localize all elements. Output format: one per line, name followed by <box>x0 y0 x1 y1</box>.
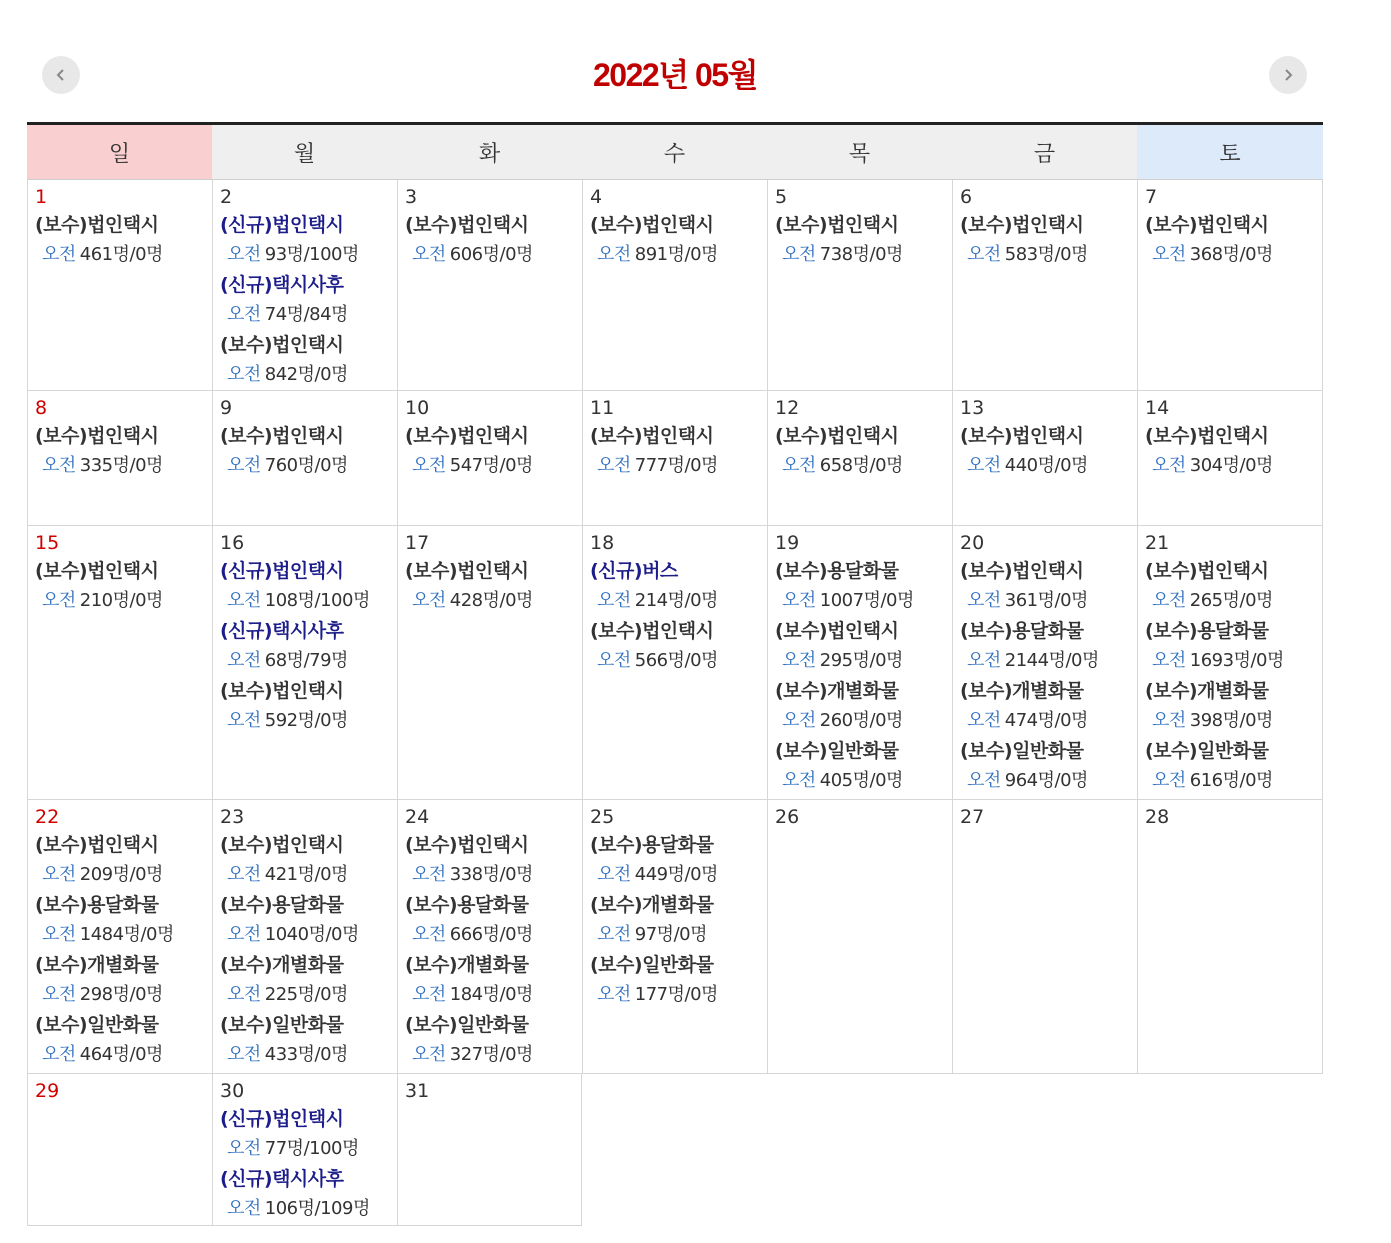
enrollment-count: 616명/0명 <box>1189 770 1273 791</box>
session-time-label: 오전 <box>1152 244 1186 265</box>
course-session <box>220 860 397 890</box>
calendar-blank <box>1137 1074 1323 1226</box>
session-time-label: 오전 <box>227 864 261 885</box>
session-time-label: 오전 <box>42 1044 76 1065</box>
course-link[interactable]: (보수)개별화물 <box>960 680 1084 702</box>
calendar-day[interactable] <box>952 800 1137 1073</box>
course-session <box>220 360 397 390</box>
course-link[interactable]: (보수)법인택시 <box>590 214 714 236</box>
course-link[interactable]: (보수)개별화물 <box>590 894 714 916</box>
enrollment-count: 738명/0명 <box>819 244 903 265</box>
day-number: 3 <box>405 186 418 208</box>
session-time-label: 오전 <box>227 710 261 731</box>
session-time-label: 오전 <box>597 984 631 1005</box>
course-link[interactable]: (보수)용달화물 <box>1145 620 1269 642</box>
day-number: 30 <box>220 1080 245 1102</box>
enrollment-count: 338명/0명 <box>449 864 533 885</box>
calendar-day[interactable] <box>27 391 212 525</box>
day-number: 5 <box>775 186 788 208</box>
course-link[interactable]: (보수)일반화물 <box>775 740 899 762</box>
course-link[interactable]: (보수)법인택시 <box>775 620 899 642</box>
calendar-day[interactable] <box>27 800 212 1073</box>
calendar-day[interactable] <box>952 526 1137 799</box>
course-link[interactable]: (보수)법인택시 <box>35 214 159 236</box>
session-time-label: 오전 <box>227 924 261 945</box>
course-link[interactable]: (보수)일반화물 <box>960 740 1084 762</box>
session-time-label: 오전 <box>227 244 261 265</box>
course-link[interactable]: (보수)개별화물 <box>35 954 159 976</box>
course-link[interactable]: (보수)법인택시 <box>1145 214 1269 236</box>
month-title: 2022년 05월 <box>593 57 757 93</box>
calendar-blank <box>767 1074 952 1226</box>
course-link[interactable]: (보수)용달화물 <box>775 560 899 582</box>
calendar-body <box>27 180 1323 1226</box>
session-time-label: 오전 <box>967 650 1001 671</box>
course-link[interactable]: (신규)법인택시 <box>220 1108 344 1130</box>
enrollment-count: 606명/0명 <box>449 244 533 265</box>
enrollment-count: 214명/0명 <box>634 590 718 611</box>
session-time-label: 오전 <box>597 244 631 265</box>
weekday-wed: 수 <box>582 125 767 179</box>
enrollment-count: 658명/0명 <box>819 455 903 476</box>
session-time-label: 오전 <box>42 590 76 611</box>
enrollment-count: 184명/0명 <box>449 984 533 1005</box>
day-number: 13 <box>960 397 985 419</box>
course-link[interactable]: (보수)법인택시 <box>405 214 529 236</box>
enrollment-count: 210명/0명 <box>79 590 163 611</box>
course-link[interactable]: (보수)법인택시 <box>960 425 1084 447</box>
day-number: 25 <box>590 806 615 828</box>
calendar-day[interactable] <box>212 800 397 1073</box>
enrollment-count: 68명/79명 <box>264 650 348 671</box>
day-number: 4 <box>590 186 603 208</box>
session-time-label: 오전 <box>967 455 1001 476</box>
course-session <box>220 586 397 616</box>
calendar-day[interactable] <box>767 526 952 799</box>
course-session <box>1145 646 1322 676</box>
course-session <box>960 240 1137 270</box>
calendar-week <box>27 391 1323 526</box>
course-link[interactable]: (보수)용달화물 <box>405 894 529 916</box>
course-session <box>775 646 952 676</box>
day-number: 20 <box>960 532 985 554</box>
course-link[interactable]: (보수)법인택시 <box>1145 425 1269 447</box>
calendar-day[interactable] <box>212 526 397 799</box>
day-number: 18 <box>590 532 615 554</box>
course-link[interactable]: (신규)택시사후 <box>220 620 344 642</box>
course-session <box>590 646 767 676</box>
calendar-day[interactable] <box>767 391 952 525</box>
session-time-label: 오전 <box>1152 455 1186 476</box>
calendar-week <box>27 180 1323 391</box>
course-link[interactable]: (보수)용달화물 <box>960 620 1084 642</box>
course-session <box>35 920 212 950</box>
session-time-label: 오전 <box>782 455 816 476</box>
session-time-label: 오전 <box>227 1138 261 1159</box>
calendar-day[interactable] <box>582 391 767 525</box>
course-session <box>590 240 767 270</box>
course-session <box>1145 240 1322 270</box>
calendar-day[interactable] <box>1137 800 1323 1073</box>
calendar-day[interactable] <box>767 800 952 1073</box>
day-number: 16 <box>220 532 245 554</box>
course-session <box>35 451 212 481</box>
day-number: 26 <box>775 806 800 828</box>
session-time-label: 오전 <box>412 455 446 476</box>
enrollment-count: 842명/0명 <box>264 364 348 385</box>
enrollment-count: 361명/0명 <box>1004 590 1088 611</box>
calendar-day[interactable] <box>27 526 212 799</box>
course-session <box>405 240 582 270</box>
session-time-label: 오전 <box>1152 590 1186 611</box>
calendar-day[interactable] <box>1137 526 1323 799</box>
course-session <box>220 980 397 1010</box>
enrollment-count: 97명/0명 <box>634 924 707 945</box>
course-session <box>590 920 767 950</box>
session-time-label: 오전 <box>412 864 446 885</box>
session-time-label: 오전 <box>967 710 1001 731</box>
session-time-label: 오전 <box>597 864 631 885</box>
session-time-label: 오전 <box>782 710 816 731</box>
day-number: 17 <box>405 532 430 554</box>
enrollment-count: 209명/0명 <box>79 864 163 885</box>
calendar-day[interactable] <box>397 526 582 799</box>
session-time-label: 오전 <box>1152 770 1186 791</box>
enrollment-count: 428명/0명 <box>449 590 533 611</box>
day-number: 1 <box>35 186 48 208</box>
course-session <box>1145 766 1322 796</box>
course-link[interactable]: (보수)법인택시 <box>775 425 899 447</box>
course-link[interactable]: (보수)용달화물 <box>590 834 714 856</box>
course-session <box>590 586 767 616</box>
session-time-label: 오전 <box>42 924 76 945</box>
calendar-blank <box>952 1074 1137 1226</box>
course-link[interactable]: (보수)개별화물 <box>220 954 344 976</box>
calendar-day[interactable] <box>397 1074 582 1226</box>
session-time-label: 오전 <box>412 244 446 265</box>
next-month-button[interactable] <box>1269 56 1307 94</box>
course-session <box>405 586 582 616</box>
day-number: 14 <box>1145 397 1170 419</box>
session-time-label: 오전 <box>227 650 261 671</box>
course-session <box>960 586 1137 616</box>
enrollment-count: 891명/0명 <box>634 244 718 265</box>
session-time-label: 오전 <box>42 455 76 476</box>
session-time-label: 오전 <box>227 1044 261 1065</box>
course-link[interactable]: (보수)법인택시 <box>220 680 344 702</box>
course-session <box>220 920 397 950</box>
session-time-label: 오전 <box>967 770 1001 791</box>
enrollment-count: 265명/0명 <box>1189 590 1273 611</box>
calendar-blank <box>582 1074 767 1226</box>
course-link[interactable]: (보수)일반화물 <box>590 954 714 976</box>
course-session <box>220 1134 397 1164</box>
chevron-right-icon <box>1281 68 1295 82</box>
enrollment-count: 327명/0명 <box>449 1044 533 1065</box>
day-number: 24 <box>405 806 430 828</box>
calendar-day[interactable] <box>582 180 767 390</box>
course-session <box>960 706 1137 736</box>
course-link[interactable]: (보수)개별화물 <box>405 954 529 976</box>
enrollment-count: 77명/100명 <box>264 1138 359 1159</box>
enrollment-count: 260명/0명 <box>819 710 903 731</box>
enrollment-count: 433명/0명 <box>264 1044 348 1065</box>
weekday-mon: 월 <box>212 125 397 179</box>
course-link[interactable]: (보수)일반화물 <box>220 1014 344 1036</box>
course-session <box>220 451 397 481</box>
day-number: 28 <box>1145 806 1170 828</box>
enrollment-count: 405명/0명 <box>819 770 903 791</box>
weekday-fri: 금 <box>952 125 1137 179</box>
enrollment-count: 449명/0명 <box>634 864 718 885</box>
session-time-label: 오전 <box>227 984 261 1005</box>
enrollment-count: 225명/0명 <box>264 984 348 1005</box>
calendar-day[interactable] <box>582 800 767 1073</box>
session-time-label: 오전 <box>597 590 631 611</box>
session-time-label: 오전 <box>597 650 631 671</box>
course-session <box>775 766 952 796</box>
calendar-day[interactable] <box>952 391 1137 525</box>
session-time-label: 오전 <box>412 924 446 945</box>
course-link[interactable]: (보수)법인택시 <box>1145 560 1269 582</box>
course-link[interactable]: (보수)법인택시 <box>775 214 899 236</box>
enrollment-count: 398명/0명 <box>1189 710 1273 731</box>
enrollment-count: 2144명/0명 <box>1004 650 1099 671</box>
course-link[interactable]: (신규)택시사후 <box>220 1168 344 1190</box>
course-session <box>775 240 952 270</box>
course-session <box>960 646 1137 676</box>
session-time-label: 오전 <box>782 244 816 265</box>
course-session <box>1145 706 1322 736</box>
course-session <box>405 1040 582 1070</box>
course-session <box>1145 586 1322 616</box>
session-time-label: 오전 <box>1152 650 1186 671</box>
calendar-day[interactable] <box>1137 391 1323 525</box>
course-link[interactable]: (보수)법인택시 <box>405 425 529 447</box>
session-time-label: 오전 <box>42 244 76 265</box>
session-time-label: 오전 <box>597 924 631 945</box>
day-number: 19 <box>775 532 800 554</box>
calendar-day[interactable] <box>27 180 212 390</box>
course-link[interactable]: (보수)일반화물 <box>405 1014 529 1036</box>
day-number: 29 <box>35 1080 60 1102</box>
course-link[interactable]: (보수)용달화물 <box>220 894 344 916</box>
course-link[interactable]: (보수)법인택시 <box>405 560 529 582</box>
course-session <box>590 860 767 890</box>
session-time-label: 오전 <box>227 364 261 385</box>
calendar-day[interactable] <box>397 391 582 525</box>
course-session <box>775 586 952 616</box>
enrollment-count: 335명/0명 <box>79 455 163 476</box>
weekday-header <box>27 122 1323 180</box>
course-session <box>405 860 582 890</box>
course-session <box>35 980 212 1010</box>
calendar-week <box>27 526 1323 800</box>
course-link[interactable]: (보수)일반화물 <box>1145 740 1269 762</box>
session-time-label: 오전 <box>42 984 76 1005</box>
day-number: 2 <box>220 186 233 208</box>
session-time-label: 오전 <box>967 244 1001 265</box>
enrollment-count: 1484명/0명 <box>79 924 174 945</box>
enrollment-count: 106명/109명 <box>264 1198 370 1219</box>
course-link[interactable]: (보수)법인택시 <box>590 620 714 642</box>
enrollment-count: 440명/0명 <box>1004 455 1088 476</box>
session-time-label: 오전 <box>227 1198 261 1219</box>
session-time-label: 오전 <box>782 650 816 671</box>
course-link[interactable]: (보수)법인택시 <box>220 834 344 856</box>
session-time-label: 오전 <box>227 455 261 476</box>
course-session <box>35 586 212 616</box>
course-link[interactable]: (보수)법인택시 <box>590 425 714 447</box>
session-time-label: 오전 <box>227 304 261 325</box>
course-link[interactable]: (보수)법인택시 <box>220 425 344 447</box>
course-session <box>220 1194 397 1224</box>
course-session <box>405 920 582 950</box>
session-time-label: 오전 <box>597 455 631 476</box>
session-time-label: 오전 <box>412 1044 446 1065</box>
session-time-label: 오전 <box>412 984 446 1005</box>
day-number: 10 <box>405 397 430 419</box>
course-link[interactable]: (보수)법인택시 <box>35 834 159 856</box>
day-number: 8 <box>35 397 48 419</box>
course-session <box>405 451 582 481</box>
calendar-day[interactable] <box>767 180 952 390</box>
enrollment-count: 461명/0명 <box>79 244 163 265</box>
day-number: 9 <box>220 397 233 419</box>
weekday-thu: 목 <box>767 125 952 179</box>
enrollment-count: 108명/100명 <box>264 590 370 611</box>
calendar-week <box>27 800 1323 1074</box>
day-number: 23 <box>220 806 245 828</box>
course-link[interactable]: (신규)법인택시 <box>220 560 344 582</box>
calendar-day[interactable] <box>397 800 582 1073</box>
weekday-sun: 일 <box>27 125 212 179</box>
calendar <box>27 122 1323 1226</box>
day-number: 11 <box>590 397 615 419</box>
enrollment-count: 777명/0명 <box>634 455 718 476</box>
course-link[interactable]: (보수)법인택시 <box>35 560 159 582</box>
enrollment-count: 1693명/0명 <box>1189 650 1284 671</box>
day-number: 21 <box>1145 532 1170 554</box>
course-session <box>220 240 397 270</box>
course-link[interactable]: (신규)버스 <box>590 560 678 582</box>
session-time-label: 오전 <box>782 770 816 791</box>
enrollment-count: 1007명/0명 <box>819 590 914 611</box>
session-time-label: 오전 <box>782 590 816 611</box>
enrollment-count: 298명/0명 <box>79 984 163 1005</box>
course-link[interactable]: (신규)법인택시 <box>220 214 344 236</box>
course-session <box>220 300 397 330</box>
course-session <box>1145 451 1322 481</box>
session-time-label: 오전 <box>227 590 261 611</box>
day-number: 22 <box>35 806 60 828</box>
day-number: 31 <box>405 1080 430 1102</box>
course-link[interactable]: (보수)법인택시 <box>405 834 529 856</box>
course-session <box>35 860 212 890</box>
enrollment-count: 760명/0명 <box>264 455 348 476</box>
weekday-tue: 화 <box>397 125 582 179</box>
calendar-day[interactable] <box>212 1074 397 1226</box>
day-number: 12 <box>775 397 800 419</box>
calendar-day[interactable] <box>27 1074 212 1226</box>
course-link[interactable]: (보수)일반화물 <box>35 1014 159 1036</box>
course-session <box>590 980 767 1010</box>
calendar-week <box>27 1074 1323 1226</box>
session-time-label: 오전 <box>967 590 1001 611</box>
course-session <box>590 451 767 481</box>
course-link[interactable]: (보수)개별화물 <box>775 680 899 702</box>
course-session <box>220 1040 397 1070</box>
calendar-day[interactable] <box>952 180 1137 390</box>
session-time-label: 오전 <box>42 864 76 885</box>
enrollment-count: 666명/0명 <box>449 924 533 945</box>
course-session <box>35 1040 212 1070</box>
course-session <box>220 646 397 676</box>
enrollment-count: 74명/84명 <box>264 304 348 325</box>
calendar-day[interactable] <box>212 391 397 525</box>
calendar-day[interactable] <box>1137 180 1323 390</box>
weekday-sat: 토 <box>1137 125 1323 179</box>
course-session <box>775 451 952 481</box>
enrollment-count: 177명/0명 <box>634 984 718 1005</box>
enrollment-count: 566명/0명 <box>634 650 718 671</box>
course-session <box>960 766 1137 796</box>
course-session <box>775 706 952 736</box>
enrollment-count: 964명/0명 <box>1004 770 1088 791</box>
course-link[interactable]: (보수)법인택시 <box>960 560 1084 582</box>
calendar-day[interactable] <box>582 526 767 799</box>
enrollment-count: 583명/0명 <box>1004 244 1088 265</box>
enrollment-count: 295명/0명 <box>819 650 903 671</box>
course-session <box>405 980 582 1010</box>
course-session <box>35 240 212 270</box>
enrollment-count: 592명/0명 <box>264 710 348 731</box>
course-session <box>960 451 1137 481</box>
session-time-label: 오전 <box>1152 710 1186 731</box>
enrollment-count: 464명/0명 <box>79 1044 163 1065</box>
calendar-day[interactable] <box>212 180 397 390</box>
day-number: 6 <box>960 186 973 208</box>
session-time-label: 오전 <box>412 590 446 611</box>
day-number: 7 <box>1145 186 1158 208</box>
enrollment-count: 1040명/0명 <box>264 924 359 945</box>
enrollment-count: 304명/0명 <box>1189 455 1273 476</box>
enrollment-count: 93명/100명 <box>264 244 359 265</box>
course-link[interactable]: (보수)법인택시 <box>960 214 1084 236</box>
course-link[interactable]: (보수)개별화물 <box>1145 680 1269 702</box>
day-number: 15 <box>35 532 60 554</box>
enrollment-count: 474명/0명 <box>1004 710 1088 731</box>
calendar-day[interactable] <box>397 180 582 390</box>
course-session <box>220 706 397 736</box>
course-link[interactable]: (보수)법인택시 <box>220 334 344 356</box>
course-link[interactable]: (신규)택시사후 <box>220 274 344 296</box>
course-link[interactable]: (보수)법인택시 <box>35 425 159 447</box>
enrollment-count: 368명/0명 <box>1189 244 1273 265</box>
day-number: 27 <box>960 806 985 828</box>
course-link[interactable]: (보수)용달화물 <box>35 894 159 916</box>
enrollment-count: 547명/0명 <box>449 455 533 476</box>
enrollment-count: 421명/0명 <box>264 864 348 885</box>
